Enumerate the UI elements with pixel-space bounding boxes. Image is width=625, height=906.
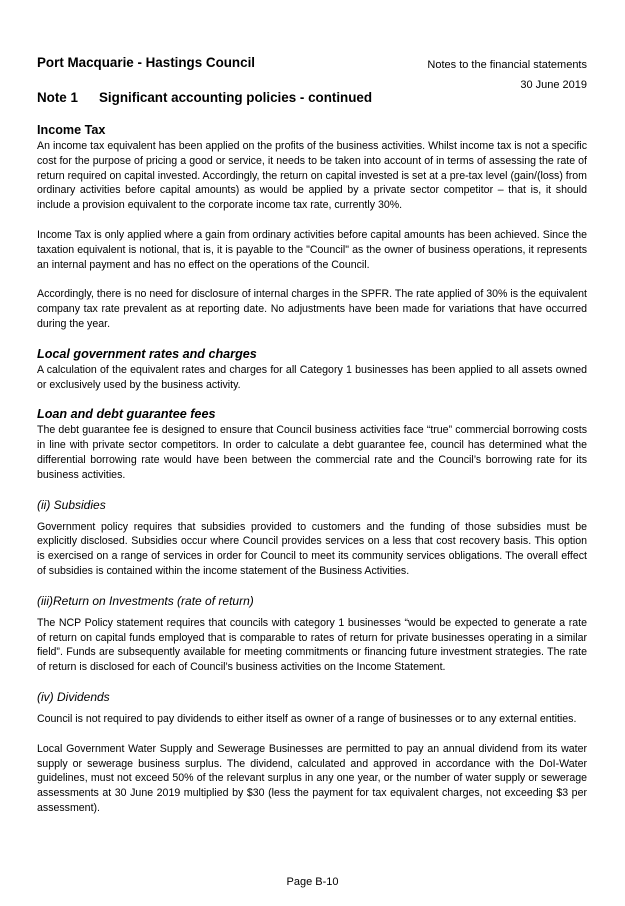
paragraph: Accordingly, there is no need for disclosure of internal charges in the SPFR. The rate applied of 30% is the equivalent company tax rate prevalent as at reporting date. No adjustments have been made for variations that have occurred during the year. (37, 288, 587, 330)
paragraph: Income Tax is only applied where a gain from ordinary activities before capital amounts has been achieved. Since the taxation equivalent is notional, that is, it is payable to the "Council" as the owner of business operations, it represents an internal payment and has no effect on the operations of the Council. (37, 228, 587, 271)
organization-name: Port Macquarie - Hastings Council (37, 55, 256, 70)
note-heading: Significant accounting policies - continued (99, 90, 373, 105)
paragraph: The NCP Policy statement requires that councils with category 1 businesses “would be expected to generate a rate of return on capital funds employed that is comparable to rates of return for private businesses operating in a similar field”. Funds are subsequently available for meeting commitments or financing future investment strategies. The rate of return is disclosed for each of Council’s business activities on the Income Statement. (37, 616, 587, 674)
section-heading-income-tax: Income Tax (37, 123, 106, 137)
section-heading-return: (iii)Return on Investments (rate of return) (37, 593, 254, 608)
section-heading-rates: Local government rates and charges (37, 346, 257, 361)
report-date: 30 June 2019 (520, 79, 587, 91)
paragraph: Local Government Water Supply and Sewerage Businesses are permitted to pay an annual dividend from its water supply or sewerage business surplus. The dividend, calculated and approved in accordance with the DoI-Water guidelines, must not exceed 50% of the relevant surplus in any one year, or the number of water supply or sewerage assessments at 30 June 2019 multiplied by $30 (less the payment for tax equivalent charges, not exceeding $3 per assessment). (37, 742, 587, 814)
section-heading-dividends: (iv) Dividends (37, 689, 110, 704)
paragraph: An income tax equivalent has been applied on the profits of the business activities. Whilst income tax is not a specific cost for the purpose of pricing a good or service, it needs to be taken into account of in terms of assessing the rate of return required on capital invested. Accordingly, the return on capital invested is set at a pre-tax level (gain/(loss) from ordinary activities before capital amounts) as would be applied by a private sector competitor – that is, it should include a provision equivalent to the corporate income tax rate, currently 30%. (37, 140, 587, 212)
note-number: Note 1 (37, 90, 78, 105)
paragraph: A calculation of the equivalent rates and charges for all Category 1 businesses has been applied to all assets owned or exclusively used by the business activity. (37, 363, 587, 391)
section-heading-subsidies: (ii) Subsidies (37, 497, 106, 512)
paragraph: The debt guarantee fee is designed to ensure that Council business activities face “true” commercial borrowing costs in line with private sector competitors. In order to calculate a debt guarantee fee, council has determined what the differential borrowing rate would have been between the commercial rate and the Council’s borrowing rate for its business activities. (37, 424, 587, 481)
note-title (37, 90, 372, 105)
note-body (37, 122, 587, 816)
page-number: Page B-10 (286, 876, 339, 888)
header-meta (427, 55, 587, 95)
paragraph: Government policy requires that subsidies provided to customers and the funding of those subsidies must be explicitly disclosed. Subsidies occur where Council provides services on a less that cost recovery basis. This option is exercised on a range of services in order for Council to meet its community services obligations. The overall effect of subsidies is contained within the income statement of the Business Activities. (37, 520, 587, 577)
paragraph: Council is not required to pay dividends to either itself as owner of a range of businesses or to any external entities. (37, 712, 577, 725)
section-heading-loan: Loan and debt guarantee fees (37, 407, 216, 422)
document-title: Notes to the financial statements (427, 59, 587, 71)
